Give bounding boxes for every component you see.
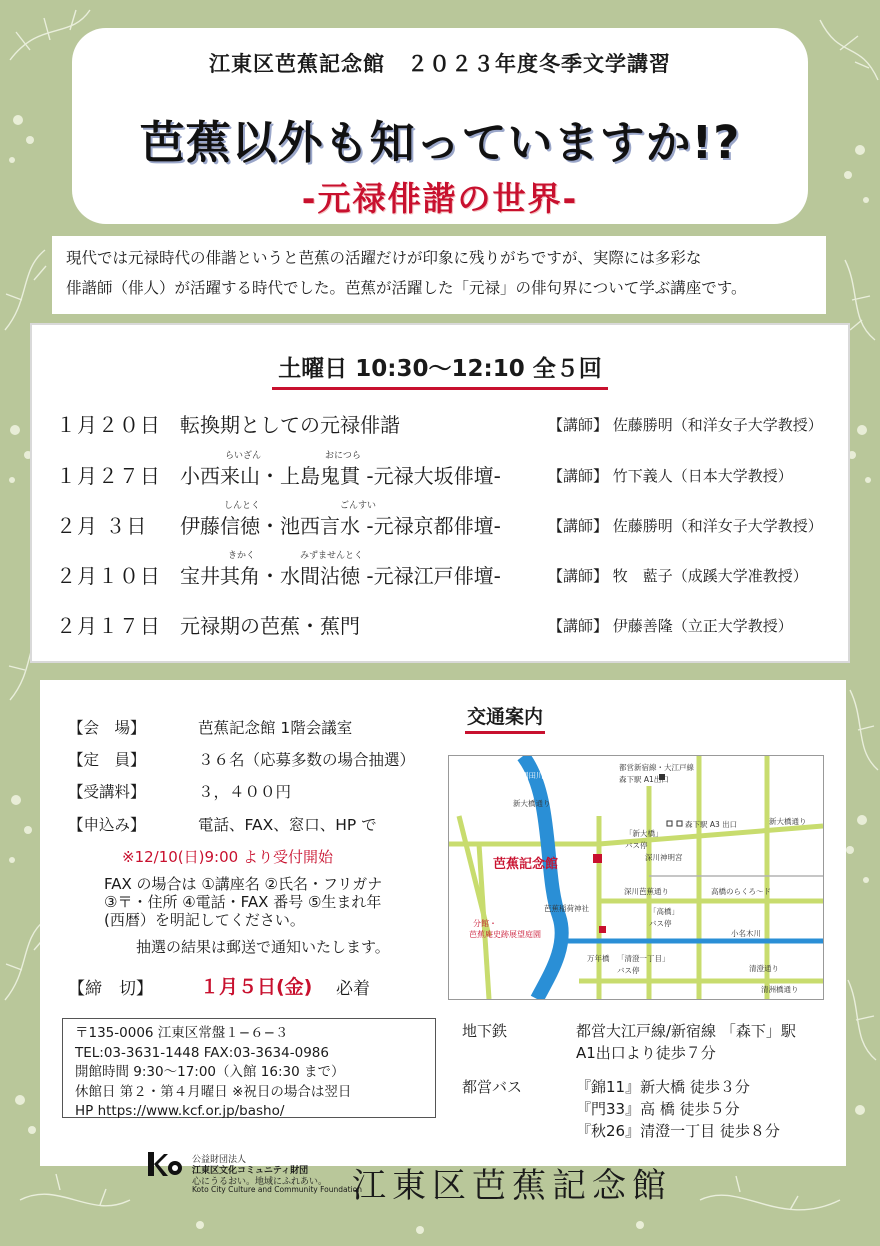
schedule-heading-text: 土曜日 10:30～12:10 全５回 bbox=[272, 350, 607, 390]
bus-route-2: 『門33』高 橋 徒歩５分 bbox=[576, 1100, 740, 1118]
session-ruby: きかく bbox=[228, 551, 256, 561]
session-topic: 元禄期の芭蕉・蕉門 bbox=[180, 614, 360, 638]
annex-marker-icon bbox=[599, 926, 606, 933]
fee-value: ３，４００円 bbox=[198, 783, 292, 801]
session-topic: 小西来山・上島鬼貫 -元禄大坂俳壇- bbox=[180, 464, 501, 488]
session-row bbox=[32, 501, 848, 540]
foundation-slogan: 心にうるおい。地域にふれあい。 bbox=[192, 1177, 328, 1187]
session-topic: 伊藤信徳・池西言水 -元禄京都俳壇- bbox=[180, 514, 501, 538]
venue-value: 芭蕉記念館 1階会議室 bbox=[198, 719, 353, 737]
session-lecturer: 【講師】 牧 藍子（成蹊大学准教授） bbox=[548, 567, 808, 585]
map-label: 芭蕉庵史跡展望庭園 bbox=[469, 930, 541, 939]
map-label: 「高橋」 bbox=[649, 907, 679, 916]
map-label: 芭蕉稲荷神社 bbox=[544, 904, 589, 913]
session-ruby: ごんすい bbox=[340, 501, 377, 511]
session-date: ２月１０日 bbox=[56, 564, 161, 588]
session-row bbox=[32, 606, 848, 640]
fee-label: 【受講料】 bbox=[68, 783, 146, 801]
deadline-suffix: 必着 bbox=[336, 979, 370, 999]
map-label: バス停 bbox=[649, 919, 672, 928]
map-label: 清洲橋通り bbox=[761, 985, 799, 994]
subway-line-1: 都営大江戸線/新宿線 「森下」駅 bbox=[576, 1022, 796, 1040]
bus-label: 都営バス bbox=[462, 1078, 523, 1096]
map-label: 隅田川 bbox=[521, 771, 544, 780]
session-row bbox=[32, 405, 848, 439]
foundation-logo bbox=[148, 1150, 184, 1182]
foundation-type: 公益財団法人 bbox=[192, 1155, 247, 1165]
subway-label: 地下鉄 bbox=[462, 1022, 508, 1040]
header-subtitle: 江東区芭蕉記念館 ２０２３年度冬季文学講習 bbox=[209, 52, 671, 76]
map-label: 小名木川 bbox=[731, 929, 761, 938]
lottery-note: 抽選の結果は郵送で通知いたします。 bbox=[136, 938, 390, 956]
map-label: 新大橋通り bbox=[513, 799, 551, 808]
contact-address: 〒135-0006 江東区常盤１−６−３ bbox=[75, 1025, 289, 1041]
map-label: 清澄通り bbox=[749, 964, 779, 973]
schedule-panel bbox=[30, 323, 850, 663]
map-label: 高橋のらくろ～ド bbox=[711, 887, 771, 896]
session-date: １月２７日 bbox=[56, 464, 161, 488]
deadline-label: 【締 切】 bbox=[68, 979, 153, 999]
page-title: 芭蕉以外も知っていますか!? bbox=[139, 116, 741, 169]
fax-note-line-1: FAX の場合は ①講座名 ②氏名・フリガナ bbox=[104, 875, 383, 893]
schedule-heading bbox=[32, 350, 848, 390]
intro-line-2: 俳諧師（俳人）が活躍する時代でした。芭蕉が活躍した「元禄」の俳句界について学ぶ講座です。 bbox=[66, 279, 747, 297]
contact-box bbox=[62, 1018, 436, 1118]
map-label: 深川芭蕉通り bbox=[624, 887, 669, 896]
bus-route-1: 『錦11』新大橋 徒歩３分 bbox=[576, 1078, 750, 1096]
museum-marker-icon bbox=[593, 854, 602, 863]
apply-label: 【申込み】 bbox=[68, 816, 146, 834]
map-label: 森下駅 A1出口 bbox=[619, 775, 669, 784]
contact-hours: 開館時間 9:30～17:00（入館 16:30 まで） bbox=[75, 1064, 345, 1080]
header-panel bbox=[72, 28, 808, 224]
map-label: 新大橋通り bbox=[769, 817, 807, 826]
intro-panel bbox=[52, 236, 826, 314]
venue-label: 【会 場】 bbox=[68, 719, 146, 737]
intro-line-1: 現代では元禄時代の俳諧というと芭蕉の活躍だけが印象に残りがちですが、実際には多彩な bbox=[66, 249, 702, 267]
contact-website[interactable]: HP https://www.kcf.or.jp/basho/ bbox=[75, 1103, 285, 1119]
session-row bbox=[32, 451, 848, 490]
session-topic: 転換期としての元禄俳諧 bbox=[180, 413, 400, 437]
foundation-english: Koto City Culture and Community Foundation bbox=[192, 1185, 362, 1194]
fax-note-line-2: ③〒・住所 ④電話・FAX 番号 ⑤生まれ年 bbox=[104, 893, 382, 911]
map-label: 深川神明宮 bbox=[645, 853, 683, 862]
session-topic: 宝井其角・水間沾徳 -元禄江戸俳壇- bbox=[180, 564, 501, 588]
map-label: 万年橋 bbox=[587, 954, 610, 963]
map-label: 都営新宿線・大江戸線 bbox=[619, 763, 694, 772]
apply-value: 電話、FAX、窓口、HP で bbox=[198, 816, 377, 834]
contact-phone: TEL:03-3631-1448 FAX:03-3634-0986 bbox=[75, 1044, 329, 1061]
map-label: バス停 bbox=[617, 966, 640, 975]
river-icon bbox=[523, 756, 562, 999]
foundation-name: 江東区文化コミュニティ財団 bbox=[192, 1166, 309, 1176]
map-label: 「清澄一丁目」 bbox=[617, 954, 670, 963]
access-heading bbox=[465, 702, 545, 734]
session-ruby: おにつら bbox=[325, 451, 361, 461]
session-date: １月２０日 bbox=[56, 413, 161, 437]
session-date: ２月１７日 bbox=[56, 614, 161, 638]
apply-start-note: ※12/10(日)9:00 より受付開始 bbox=[122, 848, 333, 866]
map-label: 森下駅 A3 出口 bbox=[685, 820, 738, 829]
session-lecturer: 【講師】 伊藤善隆（立正大学教授） bbox=[548, 617, 793, 635]
deadline-date: １月５日(金) bbox=[200, 976, 313, 998]
access-heading-text: 交通案内 bbox=[465, 702, 545, 734]
page-tagline: -元禄俳諧の世界- bbox=[301, 179, 579, 218]
access-map bbox=[448, 755, 824, 1000]
session-row bbox=[32, 551, 848, 590]
bus-route-3: 『秋26』清澄一丁目 徒歩８分 bbox=[576, 1122, 780, 1140]
museum-logotype: 江東区芭蕉記念館 bbox=[352, 1166, 672, 1206]
session-date: ２月 ３日 bbox=[56, 514, 148, 538]
map-label: 分館・ bbox=[473, 919, 497, 928]
session-lecturer: 【講師】 竹下義人（日本大学教授） bbox=[548, 467, 793, 485]
session-ruby: らいざん bbox=[225, 451, 262, 461]
session-lecturer: 【講師】 佐藤勝明（和洋女子大学教授） bbox=[548, 517, 823, 535]
capacity-label: 【定 員】 bbox=[68, 751, 146, 769]
fax-note-line-3: (西暦）を明記してください。 bbox=[104, 911, 305, 929]
map-label: バス停 bbox=[625, 841, 648, 850]
map-label: 「新大橋」 bbox=[625, 829, 663, 838]
session-ruby: しんとく bbox=[224, 501, 261, 511]
map-museum-label: 芭蕉記念館 bbox=[493, 857, 559, 872]
foundation-logo-icon bbox=[148, 1150, 184, 1178]
session-ruby: みずませんとく bbox=[300, 551, 364, 561]
subway-line-2: A1出口より徒歩７分 bbox=[576, 1044, 716, 1062]
session-lecturer: 【講師】 佐藤勝明（和洋女子大学教授） bbox=[548, 416, 823, 434]
contact-closed: 休館日 第２・第４月曜日 ※祝日の場合は翌日 bbox=[75, 1083, 352, 1100]
capacity-value: ３６名（応募多数の場合抽選） bbox=[198, 751, 416, 769]
